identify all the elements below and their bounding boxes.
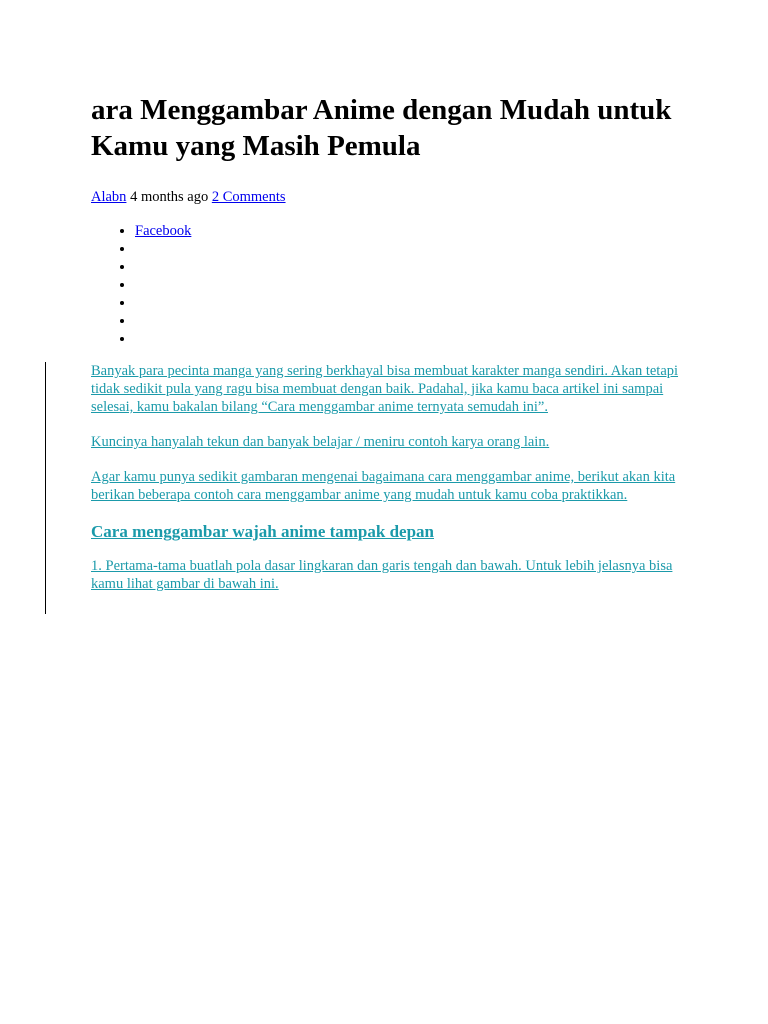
content-step[interactable]: 1. Pertama-tama buatlah pola dasar lingkaran dan garis tengah dan bawah. Untuk lebih jelasnya bisa kamu lihat gambar di bawah ini.	[91, 558, 673, 592]
content-paragraph[interactable]: Agar kamu punya sedikit gambaran mengenai bagaimana cara menggambar anime, berikut akan kita berikan beberapa contoh cara menggambar anime yang mudah untuk kamu coba praktikkan.	[91, 469, 676, 503]
post-time: 4 months ago	[130, 189, 209, 205]
author-link[interactable]: Alabn	[91, 189, 127, 205]
article-content	[91, 362, 691, 610]
share-item	[135, 294, 691, 312]
section-heading[interactable]: Cara menggambar wajah anime tampak depan	[91, 522, 435, 541]
share-item	[135, 276, 691, 294]
share-facebook-link[interactable]: Facebook	[135, 223, 192, 239]
share-item	[135, 240, 691, 258]
comments-link[interactable]: 2 Comments	[211, 189, 286, 205]
content-left-rule	[45, 362, 46, 614]
content-paragraph[interactable]: Banyak para pecinta manga yang sering berkhayal bisa membuat karakter manga sendiri. Akan tetapi tidak sedikit pula yang ragu bisa membuat dengan baik. Padahal, jika kamu baca artikel ini sampai selesai, kamu bakalan bilang “Cara menggambar anime ternyata semudah ini”.	[91, 363, 679, 415]
post-meta	[91, 188, 691, 206]
share-item-facebook	[135, 222, 691, 240]
share-item	[135, 312, 691, 330]
content-paragraph[interactable]: Kuncinya hanyalah tekun dan banyak belajar / meniru contoh karya orang lain.	[91, 434, 550, 450]
article-header	[91, 92, 691, 348]
page-title: ara Menggambar Anime dengan Mudah untuk Kamu yang Masih Pemula	[91, 94, 672, 162]
share-item	[135, 330, 691, 348]
share-item	[135, 258, 691, 276]
share-list	[91, 222, 691, 348]
